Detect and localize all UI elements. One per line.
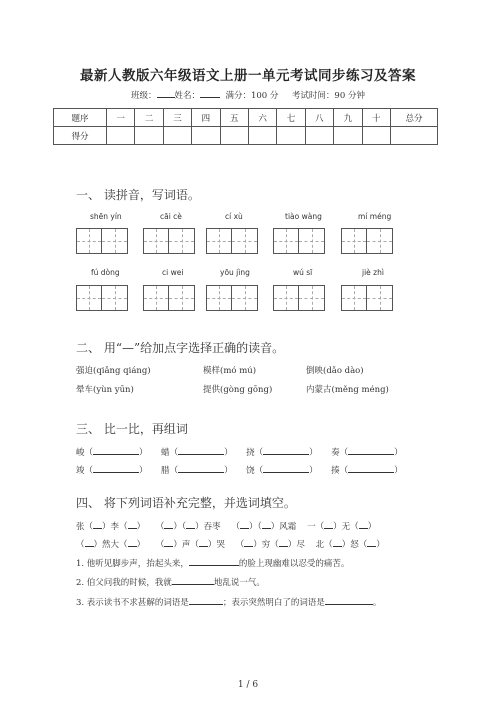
idiom-char: 尽	[296, 540, 305, 550]
pinyin: jiè zhì	[362, 268, 384, 277]
compare-row: 竣（ ） 腊（ ） 饶（ ） 揍（ ）	[76, 466, 403, 476]
pinyin: cí xù	[225, 212, 243, 221]
score-input[interactable]	[220, 127, 248, 145]
exam-info	[0, 89, 496, 101]
reading-option: 模样(mó mú)	[203, 366, 257, 376]
score-cell: 一	[107, 109, 135, 127]
writing-box[interactable]	[206, 228, 258, 254]
score-table-score-row	[54, 127, 438, 145]
compare-char: 奏	[331, 448, 340, 458]
score-input[interactable]	[107, 127, 135, 145]
pinyin: ci wei	[162, 268, 184, 277]
score-label: 得分	[54, 127, 107, 145]
score-input[interactable]	[248, 127, 276, 145]
idiom-blank[interactable]	[186, 520, 195, 529]
class-label: 班级：	[131, 91, 157, 101]
section-2-heading: 二、 用“—”给加点字选择正确的读音。	[76, 341, 285, 355]
idiom-blank[interactable]	[199, 538, 208, 547]
idiom-blank[interactable]	[244, 538, 253, 547]
idiom-char: 北	[315, 540, 325, 550]
score-input[interactable]	[277, 127, 305, 145]
idiom-char: 无	[341, 522, 351, 532]
question-text: 的脸上现幽难以忍受的痛苦。	[238, 559, 350, 569]
idiom-blank[interactable]	[93, 520, 102, 529]
page-title: 最新人教版六年级语文上册一单元考试同步练习及答案	[80, 68, 416, 84]
exam-time: 考试时间：90 分钟	[291, 91, 365, 101]
reading-option: 倒映(dǎo dào)	[306, 366, 364, 376]
fill-question-3	[76, 596, 381, 608]
score-cell: 总分	[391, 109, 438, 127]
section-3-heading: 三、 比一比，再组词	[76, 422, 188, 436]
score-input[interactable]	[362, 127, 390, 145]
score-cell: 二	[135, 109, 163, 127]
reading-option: 强迫(qiǎng qiáng)	[76, 366, 151, 376]
fill-question-1	[76, 557, 349, 569]
idiom-char: 李	[110, 522, 120, 532]
answer-blank[interactable]	[348, 446, 394, 455]
name-blank	[200, 89, 220, 98]
writing-box[interactable]	[273, 285, 325, 311]
answer-blank[interactable]	[348, 464, 394, 473]
question-text: 1. 他听见脚步声，抬起头来，	[76, 559, 189, 569]
compare-char: 挠	[246, 448, 255, 458]
score-cell: 四	[192, 109, 220, 127]
answer-blank[interactable]	[189, 596, 223, 605]
score-input[interactable]	[135, 127, 163, 145]
answer-blank[interactable]	[172, 576, 214, 585]
score-table-header-row	[54, 109, 438, 127]
answer-blank[interactable]	[178, 464, 224, 473]
idiom-char: 哭	[216, 540, 225, 550]
question-text: 地乱说一气。	[213, 578, 265, 588]
writing-box[interactable]	[341, 285, 393, 311]
score-input[interactable]	[391, 127, 438, 145]
idiom-blank[interactable]	[128, 520, 137, 529]
question-text: 2. 伯父问我的时候，我就	[76, 578, 172, 588]
compare-char: 蜡	[161, 448, 170, 458]
idiom-blank[interactable]	[240, 520, 249, 529]
compare-char: 竣	[76, 466, 85, 476]
score-cell: 题序	[54, 109, 107, 127]
pinyin: wú sī	[293, 268, 313, 277]
writing-box[interactable]	[76, 228, 128, 254]
answer-blank[interactable]	[189, 557, 239, 566]
idiom-blank[interactable]	[85, 538, 94, 547]
idiom-char: 怒	[350, 540, 359, 550]
idiom-char: 然大	[102, 540, 120, 550]
answer-blank[interactable]	[93, 464, 139, 473]
writing-box[interactable]	[143, 228, 195, 254]
compare-char: 饶	[246, 466, 255, 476]
answer-blank[interactable]	[325, 596, 373, 605]
writing-box[interactable]	[341, 228, 393, 254]
pinyin: shēn yín	[90, 212, 122, 221]
idiom-blank[interactable]	[164, 520, 173, 529]
score-cell: 五	[220, 109, 248, 127]
idiom-char: 声	[181, 540, 191, 550]
idiom-blank[interactable]	[333, 538, 342, 547]
idiom-row: （ ）然大（ ） （ ）声（ ）哭 （ ）穷（ ）尽 北（ ）怒（ ）	[76, 540, 385, 550]
idiom-blank[interactable]	[359, 520, 368, 529]
idiom-char: 一	[307, 522, 316, 532]
compare-char: 揍	[331, 466, 340, 476]
idiom-blank[interactable]	[324, 520, 333, 529]
answer-blank[interactable]	[178, 446, 224, 455]
idiom-char: 张	[76, 522, 85, 532]
score-cell: 八	[305, 109, 333, 127]
idiom-char: 吞枣	[203, 522, 221, 532]
compare-char: 腊	[161, 466, 170, 476]
writing-box[interactable]	[143, 285, 195, 311]
score-cell: 九	[334, 109, 362, 127]
compare-row: 峻（ ） 蜡（ ） 挠（ ） 奏（ ）	[76, 448, 403, 458]
pinyin: cāi cè	[160, 212, 182, 221]
pinyin: fú dòng	[91, 268, 120, 277]
score-cell: 六	[248, 109, 276, 127]
pinyin: tiào wàng	[285, 212, 322, 221]
reading-option: 提供(gòng gōng)	[203, 385, 273, 395]
score-input[interactable]	[334, 127, 362, 145]
class-blank	[157, 89, 175, 98]
question-text: ；表示突然明白了的词语是	[222, 598, 325, 608]
section-4-heading: 四、 将下列词语补充完整，并选词填空。	[76, 496, 296, 510]
reading-option: 晕车(yùn yūn)	[76, 385, 134, 395]
page-number: 1 / 6	[237, 680, 259, 690]
answer-blank[interactable]	[263, 464, 309, 473]
idiom-blank[interactable]	[128, 538, 137, 547]
idiom-row: 张（ ）李（ ） （ ）（ ）吞枣 （ ）（ ）风霜 一（ ）无（ ）	[76, 522, 377, 532]
score-cell: 十	[362, 109, 390, 127]
score-input[interactable]	[163, 127, 191, 145]
question-text: 。	[372, 598, 382, 608]
score-cell: 七	[277, 109, 305, 127]
reading-option: 内蒙古(měng méng)	[306, 385, 389, 395]
pinyin: mí méng	[358, 212, 392, 221]
idiom-char: 穷	[261, 540, 271, 550]
score-input[interactable]	[305, 127, 333, 145]
score-cell: 三	[163, 109, 191, 127]
answer-blank[interactable]	[263, 446, 309, 455]
name-label: 姓名：	[174, 91, 201, 101]
full-score: 满分：100 分	[225, 91, 279, 101]
pinyin: yōu jìng	[220, 268, 250, 277]
fill-question-2	[76, 576, 265, 588]
score-table	[53, 108, 438, 145]
compare-char: 峻	[76, 448, 85, 458]
section-1-heading: 一、 读拼音，写词语。	[76, 188, 200, 202]
question-text: 3. 表示读书不求甚解的词语是	[76, 598, 189, 608]
writing-box[interactable]	[273, 228, 325, 254]
idiom-blank[interactable]	[279, 538, 288, 547]
idiom-blank[interactable]	[262, 520, 271, 529]
answer-blank[interactable]	[93, 446, 139, 455]
writing-box[interactable]	[206, 285, 258, 311]
idiom-blank[interactable]	[164, 538, 173, 547]
writing-box[interactable]	[76, 285, 128, 311]
idiom-char: 风霜	[279, 522, 297, 532]
score-input[interactable]	[192, 127, 220, 145]
idiom-blank[interactable]	[367, 538, 376, 547]
